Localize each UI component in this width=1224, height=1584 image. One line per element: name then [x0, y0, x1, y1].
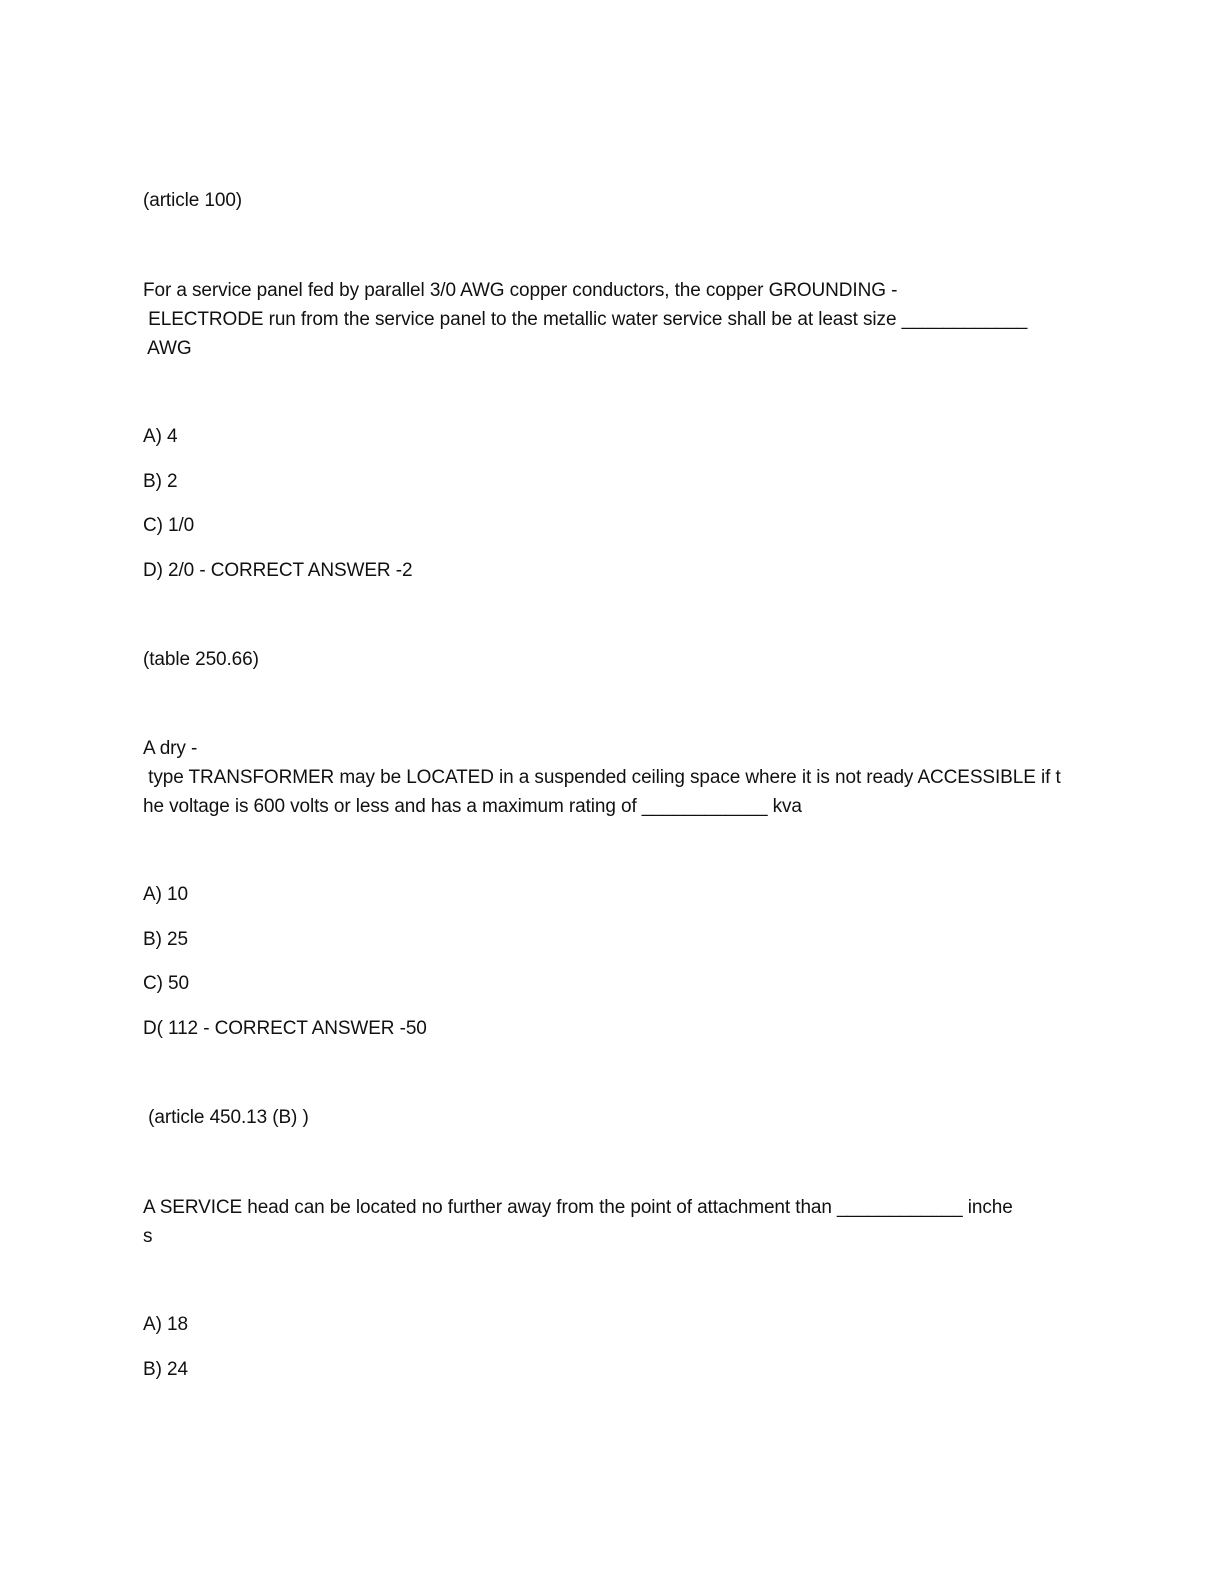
q1-stem-line-1: For a service panel fed by parallel 3/0 AWG copper conductors, the copper GROUNDING - — [143, 280, 898, 301]
q1-option-c: C) 1/0 — [143, 515, 195, 536]
q3-option-a: A) 18 — [143, 1314, 188, 1335]
q1-stem-line-3: AWG — [143, 338, 192, 359]
q2-reference: (table 250.66) — [143, 649, 259, 670]
q2-option-a: A) 10 — [143, 884, 188, 905]
q3-option-b: B) 24 — [143, 1359, 188, 1380]
q2-option-d-answer: D( 112 - CORRECT ANSWER -50 — [143, 1018, 427, 1039]
q1-option-a: A) 4 — [143, 426, 178, 447]
q1-reference: (article 100) — [143, 190, 243, 211]
q3-stem-line-2: s — [143, 1226, 153, 1247]
q1-stem-line-2: ELECTRODE run from the service panel to the metallic water service shall be at least size ____________ — [143, 309, 1028, 330]
q3-reference: (article 450.13 (B) ) — [143, 1107, 309, 1128]
q2-stem-line-1: A dry - — [143, 738, 198, 759]
q1-option-d-answer: D) 2/0 - CORRECT ANSWER -2 — [143, 560, 413, 581]
q2-option-b: B) 25 — [143, 929, 188, 950]
q2-stem-line-3: he voltage is 600 volts or less and has a maximum rating of ____________ kva — [143, 796, 802, 817]
q1-option-b: B) 2 — [143, 471, 178, 492]
q3-stem-line-1: A SERVICE head can be located no further away from the point of attachment than ____________ inche — [143, 1197, 1013, 1218]
q2-stem-line-2: type TRANSFORMER may be LOCATED in a suspended ceiling space where it is not ready ACCESSIBLE if t — [143, 767, 1061, 788]
q2-option-c: C) 50 — [143, 973, 189, 994]
